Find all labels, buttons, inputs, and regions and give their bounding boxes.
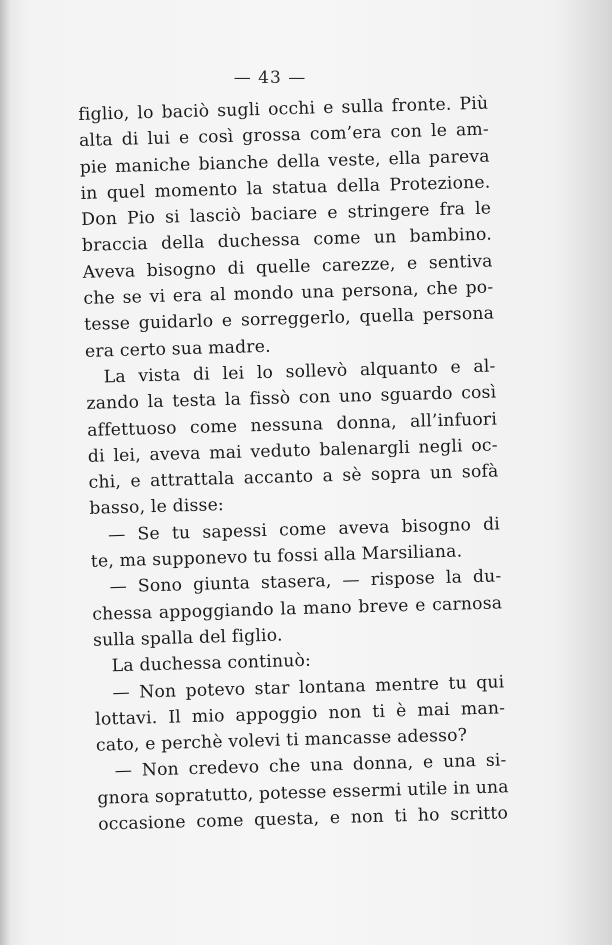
text-line: La vista di lei lo sollevò alquanto e al-	[103, 356, 496, 388]
page-number: — 43 —	[233, 68, 307, 88]
text-line: braccia della duchessa come un bambino.	[81, 224, 493, 257]
text-line: te, ma supponevo tu fossi alla Marsiliana.	[90, 541, 463, 572]
text-line: che se vi era al mondo una persona, che po-	[83, 277, 494, 309]
page-edge-shadow	[552, 0, 612, 945]
text-line: chessa appoggiando la mano breve e carnosa	[92, 592, 503, 625]
text-line: — Non potevo star lontana mentre tu qui	[112, 671, 505, 703]
text-line: — Non credevo che una donna, e una si-	[114, 750, 507, 782]
text-line: Don Pio si lasciò baciare e stringere fra le	[81, 198, 492, 231]
text-line: figlio, lo baciò sugli occhi e sulla fronte. Più	[78, 93, 489, 125]
text-line: pie maniche bianche della veste, ella pareva	[79, 146, 490, 178]
text-line: La duchessa continuò:	[111, 650, 312, 677]
page-spine-shadow	[0, 0, 10, 945]
text-line: in quel momento la statua della Protezione.	[80, 172, 491, 204]
text-line: Aveva bisogno di quelle carezze, e sentiva	[82, 251, 493, 283]
text-line: era certo sua madre.	[84, 336, 272, 362]
text-line: lottavi. Il mio appoggio non ti è mai man-	[94, 698, 506, 730]
text-line: — Sono giunta stasera, — rispose la du-	[109, 566, 502, 598]
text-line: gnora sopratutto, potesse essermi utile in una	[97, 776, 510, 809]
body-text	[78, 91, 508, 838]
text-line: occasione come questa, e non ti ho scritto	[97, 803, 509, 835]
text-line: tesse guidarlo e sorreggerlo, quella persona	[83, 303, 495, 336]
text-line: alta di lui e così grossa com’era con le am-	[78, 119, 490, 152]
text-line: zando la testa la fissò con uno sguardo così	[86, 382, 497, 415]
text-line: basso, le disse:	[89, 495, 225, 520]
text-line: — Se tu sapessi come aveva bisogno di	[107, 514, 501, 546]
text-line: chi, e attrattala accanto a sè sopra un sofà	[88, 461, 499, 494]
text-line: di lei, aveva mai veduto balenargli negli oc-	[87, 435, 499, 467]
text-line: sulla spalla del figlio.	[92, 625, 283, 651]
text-line: affettuoso come nessuna donna, all’infuori	[86, 408, 498, 441]
text-line: cato, e perchè volevi ti mancasse adesso?	[95, 725, 468, 756]
